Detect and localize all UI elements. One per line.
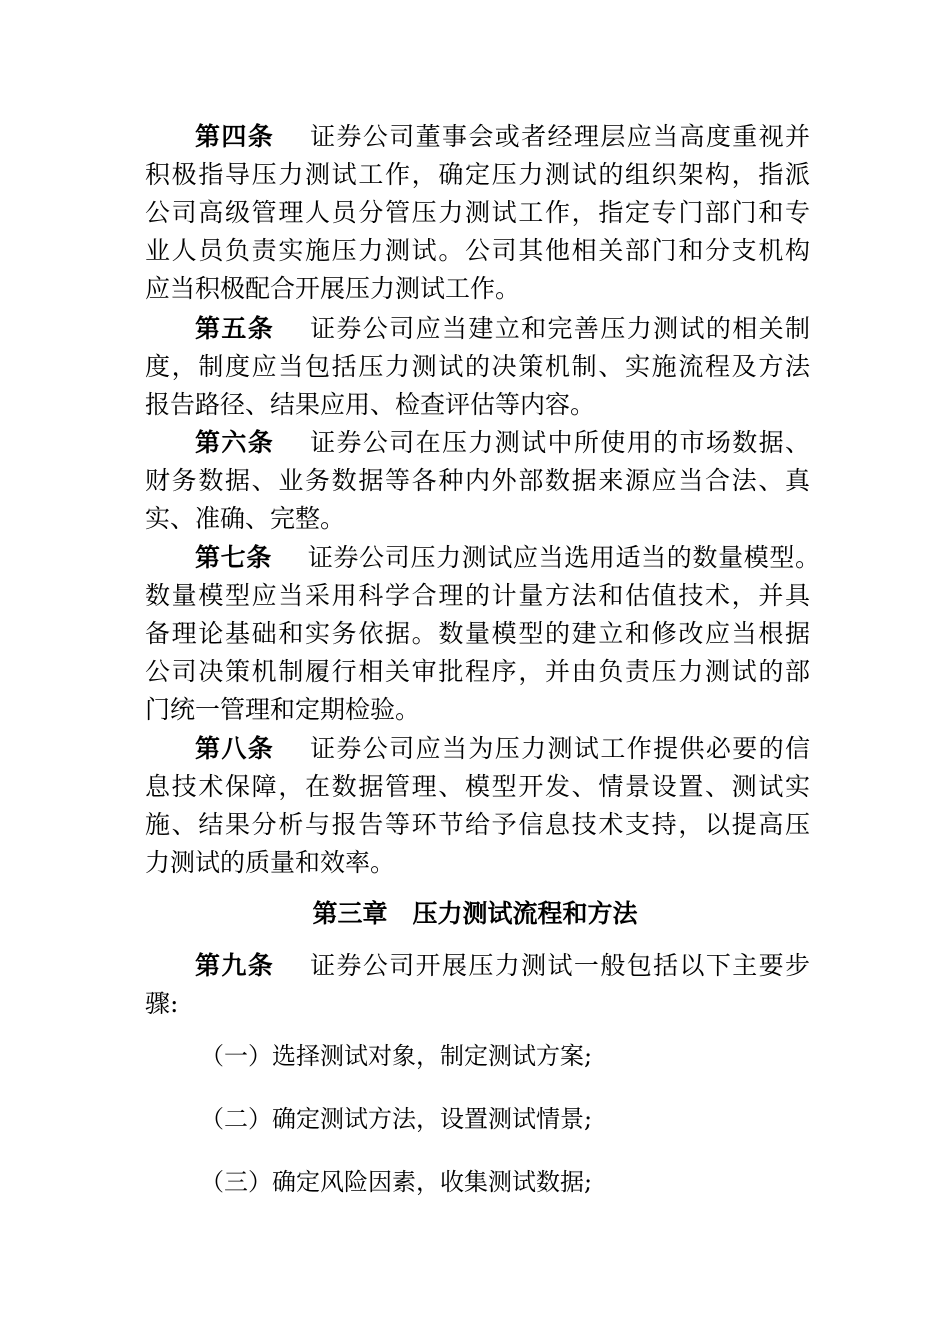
article-6-first-line bbox=[195, 428, 810, 458]
article-label: 第四条 bbox=[195, 122, 275, 151]
article-7-line: 数量模型应当采用科学合理的计量方法和估值技术，并具 bbox=[145, 581, 810, 610]
article-7-line: 备理论基础和实务依据。数量模型的建立和修改应当根据 bbox=[145, 619, 810, 648]
chapter-title: 第三章 压力测试流程和方法 bbox=[312, 899, 638, 928]
article-text: 证券公司应当为压力测试工作提供必要的信 bbox=[310, 734, 810, 763]
step-item: （二）确定测试方法，设置测试情景; bbox=[200, 1105, 593, 1133]
step-item: （三）确定风险因素，收集测试数据; bbox=[200, 1168, 593, 1196]
article-7-line: 公司决策机制履行相关审批程序，并由负责压力测试的部 bbox=[145, 657, 810, 686]
article-label: 第九条 bbox=[195, 951, 275, 980]
article-4-line: 业人员负责实施压力测试。公司其他相关部门和分支机构 bbox=[145, 236, 810, 265]
article-8-line: 息技术保障，在数据管理、模型开发、情景设置、测试实 bbox=[145, 772, 810, 801]
article-6-line: 实、准确、完整。 bbox=[145, 504, 346, 533]
step-item: （一）选择测试对象，制定测试方案; bbox=[200, 1042, 593, 1070]
article-text: 证券公司开展压力测试一般包括以下主要步 bbox=[310, 951, 810, 980]
article-7-line: 门统一管理和定期检验。 bbox=[145, 695, 421, 724]
article-8-line: 施、结果分析与报告等环节给予信息技术支持，以提高压 bbox=[145, 810, 810, 839]
article-5-line: 度，制度应当包括压力测试的决策机制、实施流程及方法 bbox=[145, 352, 810, 381]
article-8-first-line bbox=[195, 734, 810, 764]
article-label: 第五条 bbox=[195, 314, 275, 343]
article-9-first-line bbox=[195, 951, 810, 981]
article-label: 第八条 bbox=[195, 734, 275, 763]
article-8-line: 力测试的质量和效率。 bbox=[145, 848, 396, 877]
article-text: 证券公司在压力测试中所使用的市场数据、 bbox=[310, 428, 810, 457]
article-5-first-line bbox=[195, 314, 810, 344]
article-4-line: 公司高级管理人员分管压力测试工作，指定专门部门和专 bbox=[145, 198, 810, 227]
article-label: 第七条 bbox=[195, 543, 272, 572]
article-6-line: 财务数据、业务数据等各种内外部数据来源应当合法、真 bbox=[145, 466, 810, 495]
article-9-line: 骤: bbox=[145, 989, 179, 1018]
article-7-first-line bbox=[195, 543, 820, 573]
article-4-first-line bbox=[195, 122, 810, 152]
article-4-line: 应当积极配合开展压力测试工作。 bbox=[145, 274, 521, 303]
article-label: 第六条 bbox=[195, 428, 275, 457]
article-text: 证券公司应当建立和完善压力测试的相关制 bbox=[310, 314, 810, 343]
article-5-line: 报告路径、结果应用、检查评估等内容。 bbox=[145, 390, 596, 419]
article-text: 证券公司压力测试应当选用适当的数量模型。 bbox=[307, 543, 820, 572]
article-text: 证券公司董事会或者经理层应当高度重视并 bbox=[310, 122, 810, 151]
article-4-line: 积极指导压力测试工作，确定压力测试的组织架构，指派 bbox=[145, 160, 810, 189]
